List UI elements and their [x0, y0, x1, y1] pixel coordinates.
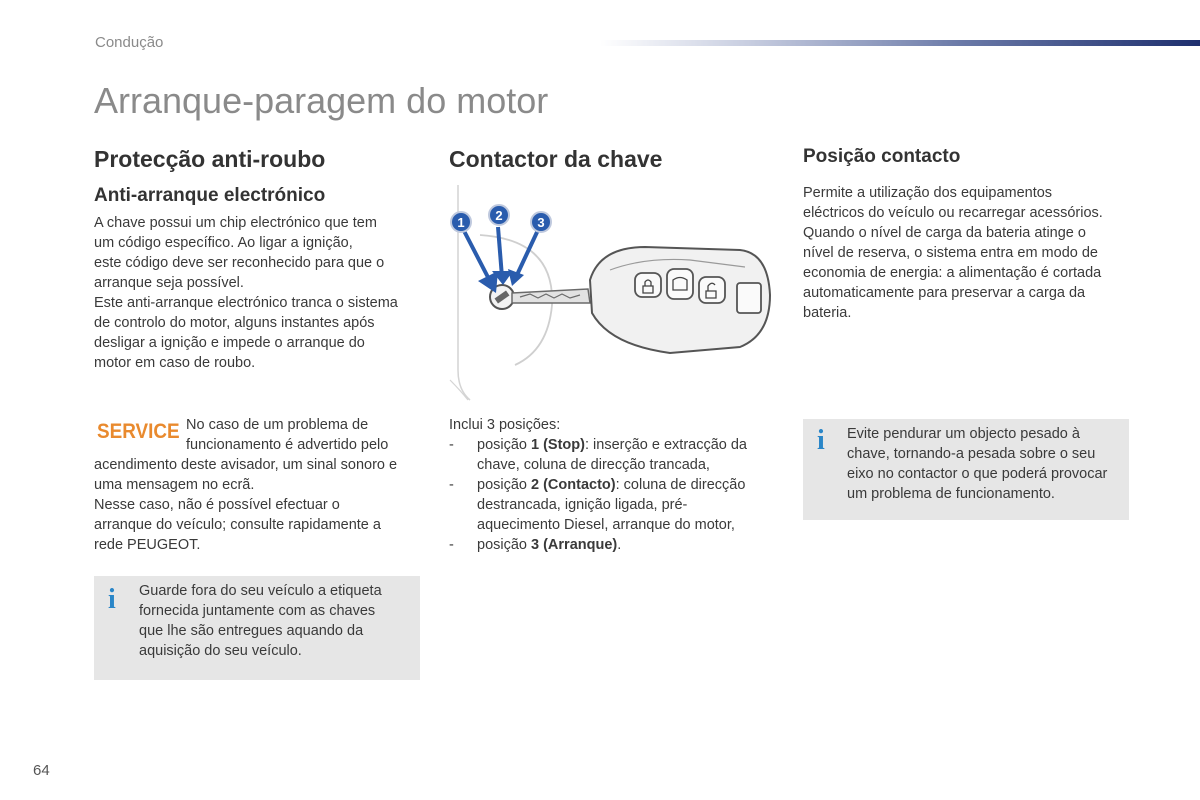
info-box-text — [847, 424, 1122, 504]
contact-position-text — [803, 183, 1143, 323]
page-number: 64 — [33, 762, 50, 779]
info-box-label-storage — [94, 576, 420, 680]
list-dash: - — [449, 537, 454, 553]
callout-2-label: 2 — [495, 208, 503, 223]
key-switch-illustration — [440, 185, 785, 405]
header-accent-bar — [600, 40, 1200, 46]
text-line: uma mensagem no ecrã. — [94, 477, 255, 493]
list-item: - posição 1 (Stop): inserção e extracção da chave, coluna de direcção trancada, — [449, 437, 747, 473]
text-line: acendimento deste avisador, um sinal sonoro e — [94, 457, 398, 473]
text-line: que lhe são entregues aquando da — [139, 623, 364, 639]
text-line: No caso de um problema de — [186, 417, 369, 433]
callout-1-label: 1 — [457, 215, 465, 230]
text-line: bateria. — [803, 305, 852, 321]
text-line: um código específico. Ao ligar a ignição, — [94, 235, 353, 251]
service-warning-icon: SERVICE — [97, 420, 180, 443]
info-box-heavy-key — [803, 419, 1129, 520]
service-text — [94, 455, 439, 555]
text-line: um problema de funcionamento. — [847, 486, 1055, 502]
anti-theft-heading: Protecção anti-roubo — [94, 146, 326, 172]
text-line: fornecida juntamente com as chaves — [139, 603, 376, 619]
info-icon: i — [108, 584, 116, 615]
text-line: arranque do veículo; consulte rapidamente a — [94, 517, 381, 533]
text-line: eléctricos do veículo ou recarregar acessórios. — [803, 205, 1103, 221]
text-line: Este anti-arranque electrónico tranca o sistema — [94, 295, 398, 311]
list-item: - posição 2 (Contacto): coluna de direcção destrancada, ignição ligada, pré- aquecimento Diesel, arranque do motor, — [449, 477, 746, 533]
text-line: automaticamente para preservar a carga da — [803, 285, 1086, 301]
text-line: Quando o nível de carga da bateria atinge o — [803, 225, 1086, 241]
text-line: arranque seja possível. — [94, 275, 244, 291]
list-dash: - — [449, 437, 454, 453]
text-line: nível de reserva, o sistema entra em modo de — [803, 245, 1098, 261]
text-line: funcionamento é advertido pelo — [186, 437, 389, 453]
contact-position-heading: Posição contacto — [803, 146, 961, 167]
page-title: Arranque-paragem do motor — [94, 80, 549, 121]
positions-intro: Inclui 3 posições: — [449, 417, 561, 433]
text-line: Evite pendurar um objecto pesado à — [847, 426, 1080, 442]
list-dash: - — [449, 477, 454, 493]
info-icon: i — [817, 425, 825, 456]
info-box-text — [139, 581, 409, 661]
fob-release-button — [737, 283, 761, 313]
section-label: Condução — [95, 34, 164, 51]
callout-3-label: 3 — [537, 215, 545, 230]
arrow-3-head — [508, 269, 524, 286]
list-item: - posição 3 (Arranque). — [449, 537, 622, 553]
text-line: desligar a ignição e impede o arranque do — [94, 335, 365, 351]
text-line: este código deve ser reconhecido para que o — [94, 255, 385, 271]
text-line: A chave possui um chip electrónico que tem — [94, 215, 377, 231]
positions-list — [449, 435, 779, 555]
text-line: motor em caso de roubo. — [94, 355, 256, 371]
text-line: Nesse caso, não é possível efectuar o — [94, 497, 340, 513]
text-line: Permite a utilização dos equipamentos — [803, 185, 1053, 201]
text-line: aquisição do seu veículo. — [139, 643, 302, 659]
positions-section — [449, 415, 779, 555]
key-switch-heading: Contactor da chave — [449, 146, 663, 172]
arrow-2-shaft — [498, 227, 502, 277]
immobiliser-text — [94, 213, 434, 373]
text-line: eixo no contactor o que poderá provocar — [847, 466, 1108, 482]
text-line: rede PEUGEOT. — [94, 537, 201, 553]
text-line: de controlo do motor, alguns instantes após — [94, 315, 375, 331]
trunk-button — [667, 269, 693, 299]
service-text-indented — [186, 415, 436, 455]
text-line: economia de energia: a alimentação é cortada — [803, 265, 1102, 281]
unlock-button — [699, 277, 725, 303]
text-line: chave, tornando-a pesada sobre o seu — [847, 446, 1096, 462]
text-line: Guarde fora do seu veículo a etiqueta — [139, 583, 382, 599]
immobiliser-subheading: Anti-arranque electrónico — [94, 185, 326, 206]
